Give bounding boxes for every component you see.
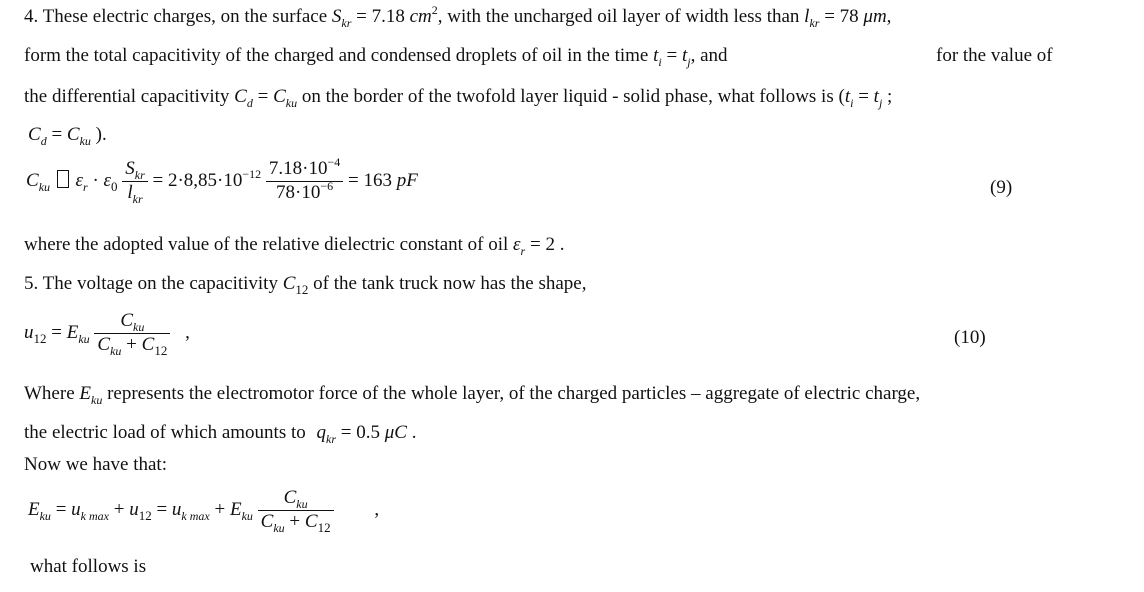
fraction-s-over-l: $\frac{S_{kr}}{l_{kr}}$ xyxy=(122,158,148,205)
paragraph-4-line-2: form the total capacitivity of the charged and condensed droplets of oil in the time $t_i = t_j$, and xyxy=(24,45,728,69)
fraction-ku: $\frac{C_{ku}}{C_{ku} + C_{12}}$ xyxy=(94,310,170,357)
s-kr-value: 7.18 xyxy=(371,6,405,27)
equation-10: $u_{12} = E_{ku}$ $\frac{C_{ku}}{C_{ku} + C_{12}}$ , xyxy=(24,310,190,358)
text: of the tank truck now has the shape, xyxy=(313,273,587,294)
text: the differential capacitivity xyxy=(24,86,230,107)
final-line: what follows is xyxy=(30,556,147,577)
missing-glyph-box xyxy=(57,170,69,188)
eq9-result: 163 xyxy=(363,169,392,191)
paragraph-4-line-2-end: for the value of xyxy=(936,45,1053,66)
l-kr-value: 78 xyxy=(839,6,859,27)
eq9-coefficient: 2·8,85·10 xyxy=(167,169,243,191)
dielectric-line: where the adopted value of the relative dielectric constant of oil $\varepsilon_r = 2$ . xyxy=(24,234,565,258)
text: where the adopted value of the relative dielectric constant of oil xyxy=(24,234,509,255)
paragraph-5: 5. The voltage on the capacitivity $C_{12}$ of the tank truck now has the shape, xyxy=(24,273,587,297)
text: form the total capacitivity of the charged and condensed droplets of oil in the time xyxy=(24,45,649,66)
equation-9: $C_{ku}$ $\varepsilon_r \cdot \varepsilon_0$ $\frac{S_{kr}}{l_{kr}}$ = $2\cdot 8,85\cdot 10^{-12}$ $\frac{7.18\cdot 10^{-4}}{78\cdot 10^{-6}}$ = 163 pF xyxy=(26,155,418,206)
eq9-denominator: 78·10 xyxy=(276,182,321,203)
text: on the border of the twofold layer liquid - solid phase, what follows is ( xyxy=(301,86,845,107)
s-kr-exp: 2 xyxy=(431,3,438,17)
text: 4. These electric charges, on the surface xyxy=(24,6,328,27)
equation-number-10: (10) xyxy=(954,327,986,348)
s-kr-unit: cm xyxy=(409,6,432,27)
eq9-numerator-exp: −4 xyxy=(327,155,341,169)
text: the electric load of which amounts to xyxy=(24,422,306,443)
equation-number-9: (9) xyxy=(990,177,1013,198)
paragraph-4-line-4: $C_d = C_{ku}$ ). xyxy=(28,124,107,148)
eq9-unit: pF xyxy=(396,169,418,191)
q-unit: μC xyxy=(384,422,407,443)
paragraph-4-line-1: 4. These electric charges, on the surface $S_{kr} = 7.18$ $cm^2$, with the uncharged oil layer of width less than $l_{kr} = 78$ μm, xyxy=(24,3,892,30)
load-line: the electric load of which amounts to $q_{kr} = 0.5$ μC . xyxy=(24,422,417,446)
text: Where xyxy=(24,383,75,404)
now-line: Now we have that: xyxy=(24,454,167,475)
equation-final: $E_{ku} = u_{k max} + u_{12} = u_{k max} + E_{ku}$ $\frac{C_{ku}}{C_{ku} + C_{12}}$ , xyxy=(28,487,380,535)
fraction-ku-final: $\frac{C_{ku}}{C_{ku} + C_{12}}$ xyxy=(258,487,334,534)
text: 5. The voltage on the capacitivity xyxy=(24,273,278,294)
eq9-numerator: 7.18·10 xyxy=(268,158,328,179)
eq9-coefficient-exp: −12 xyxy=(242,166,262,181)
eq9-denominator-exp: −6 xyxy=(320,179,334,193)
text: , with the uncharged oil layer of width less than xyxy=(437,6,800,27)
text: , and xyxy=(690,45,728,66)
fraction-numeric xyxy=(266,155,343,205)
l-kr-unit: μm xyxy=(863,6,887,27)
paragraph-4-line-3: the differential capacitivity $C_d = C_{ku}$ on the border of the twofold layer liquid - solid phase, what follows is ($t_i = t_j$ ; xyxy=(24,86,893,110)
epsilon-value: 2 xyxy=(545,234,555,255)
q-value: 0.5 xyxy=(356,422,380,443)
text: represents the electromotor force of the whole layer, of the charged particles – aggregate of electric charge, xyxy=(107,383,921,404)
where-line: Where $E_{ku}$ represents the electromotor force of the whole layer, of the charged particles – aggregate of electric charge, xyxy=(24,383,921,407)
